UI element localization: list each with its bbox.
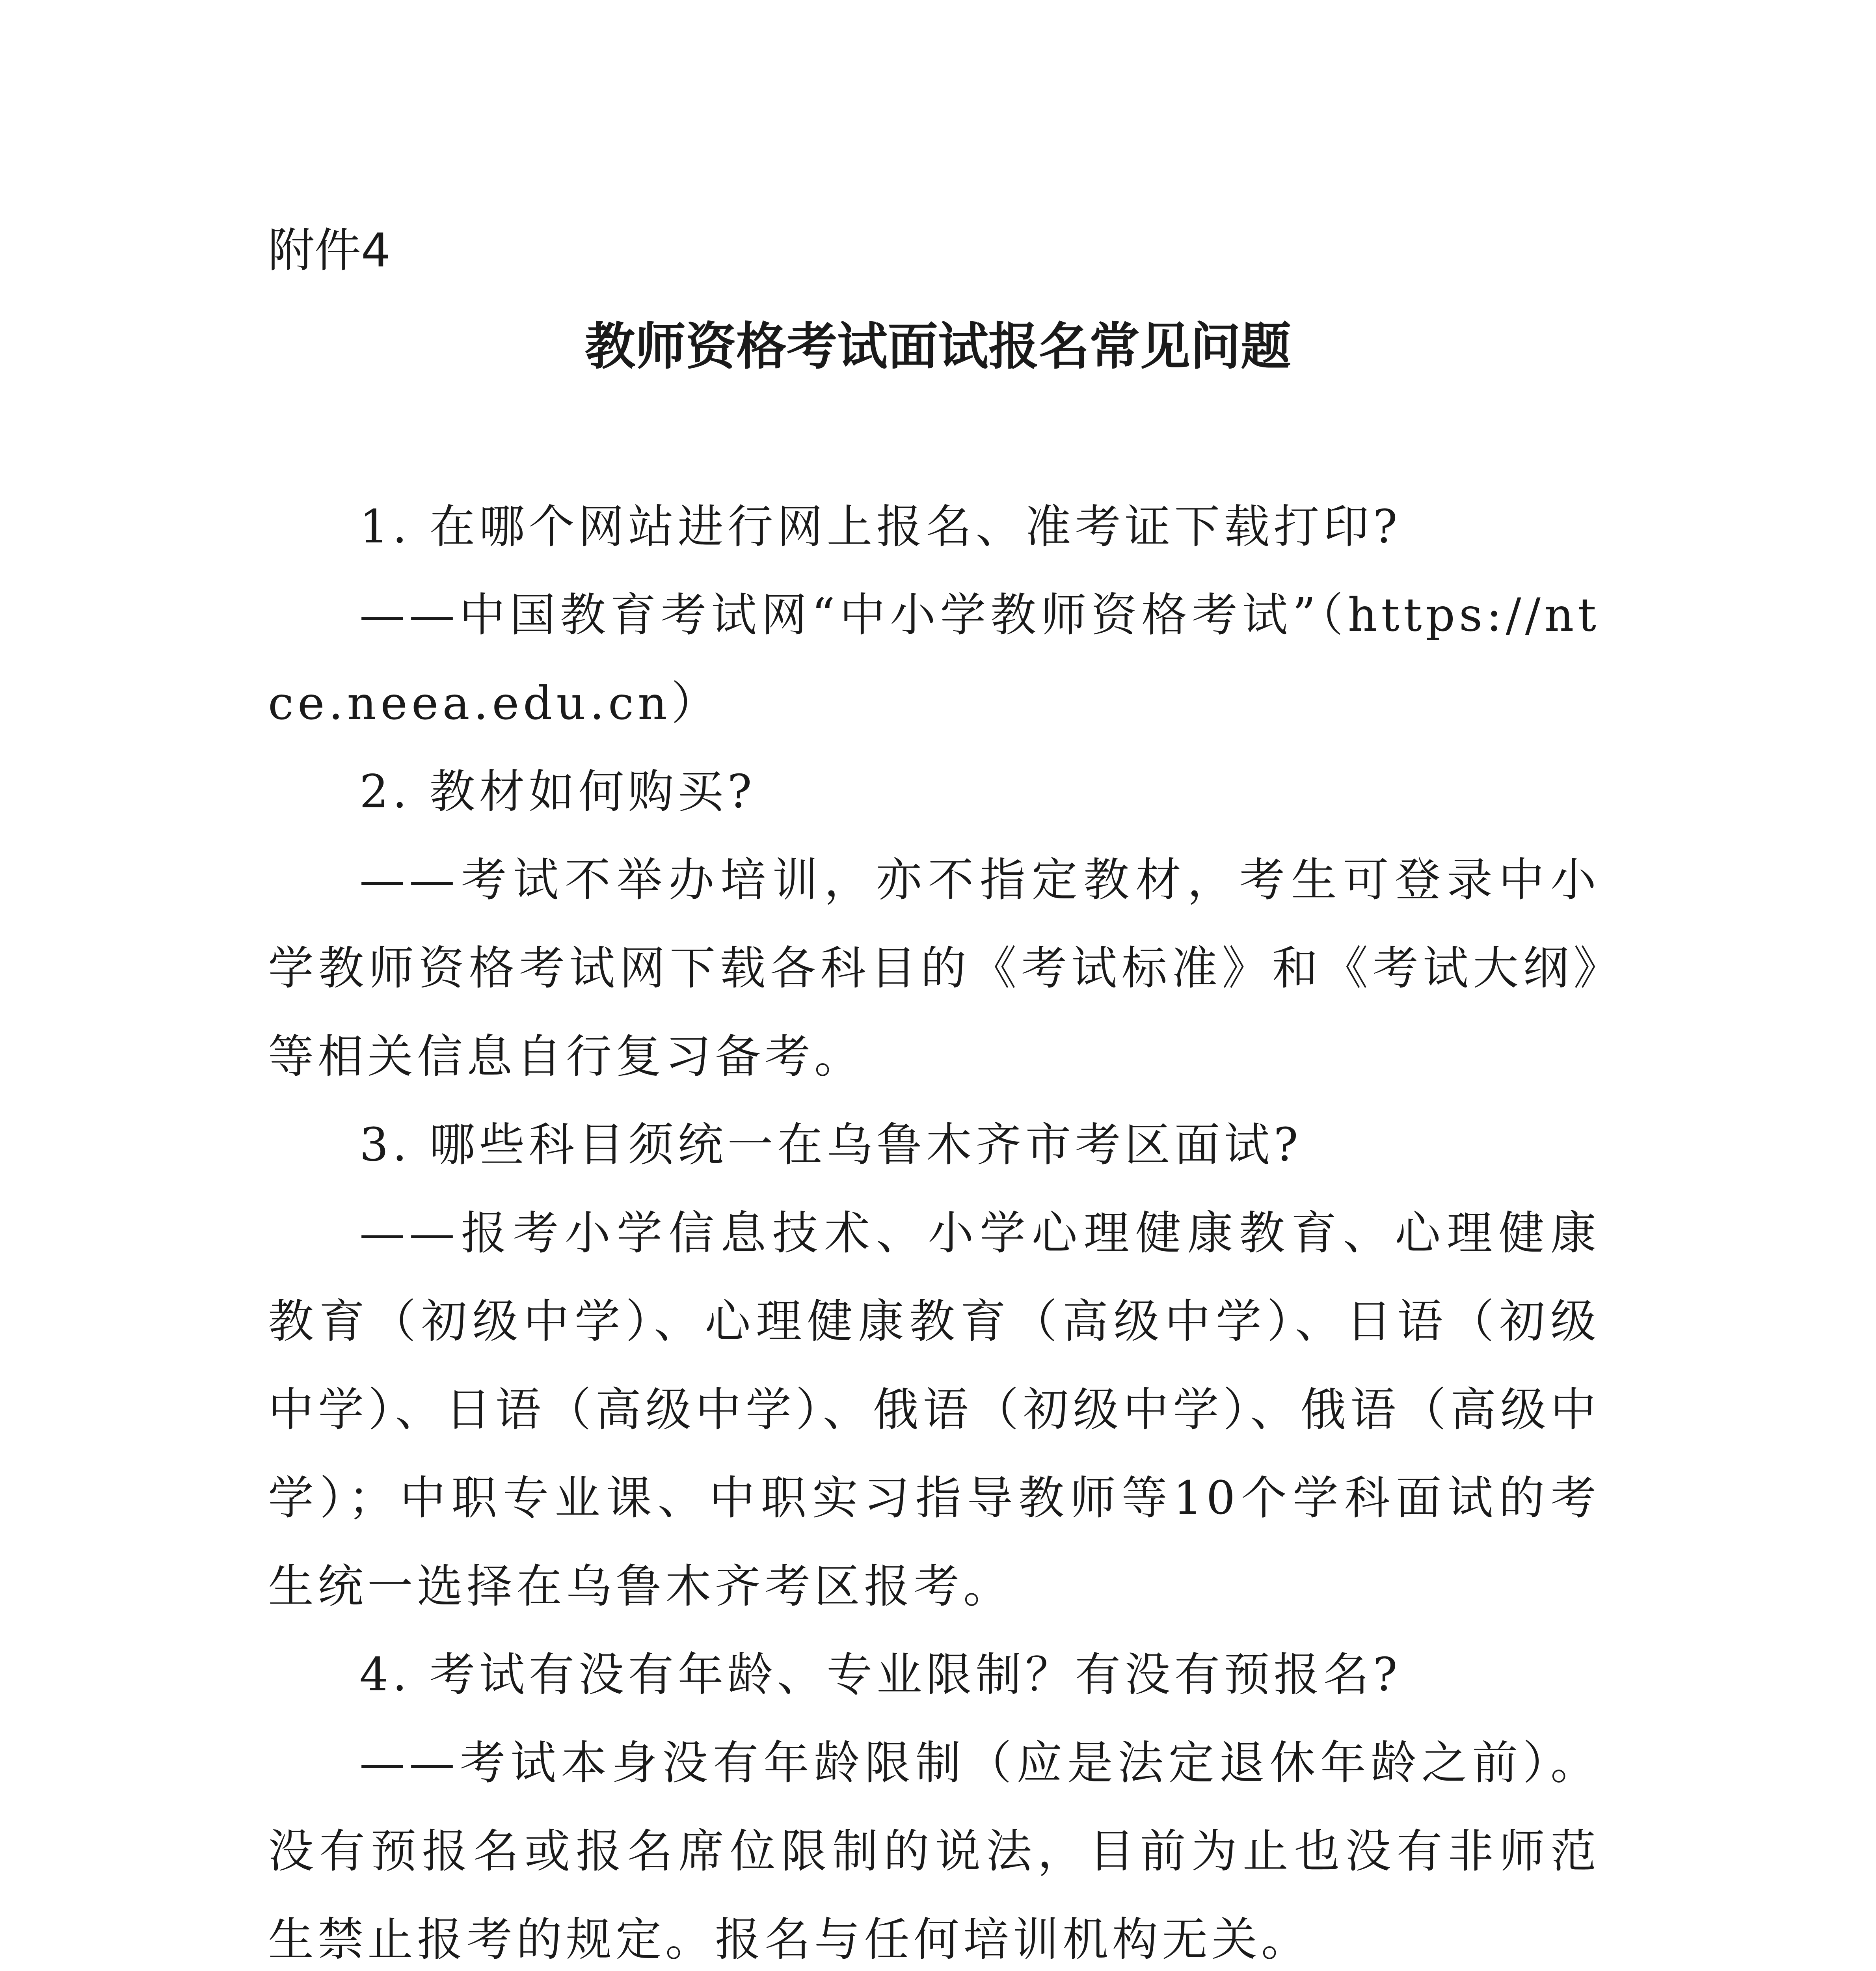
answer-2: ——考试不举办培训，亦不指定教材，考生可登录中小学教师资格考试网下载各科目的《考试标准》和《考试大纲》等相关信息自行复习备考。 — [268, 853, 1600, 1083]
answer-3: ——报考小学信息技术、小学心理健康教育、心理健康教育（初级中学）、心理健康教育（高级中学）、日语（初级中学）、日语（高级中学）、俄语（初级中学）、俄语（高级中学）；中职专业课、中职实习指导教师等10个学科面试的考生统一选择在乌鲁木齐考区报考。 — [268, 1207, 1600, 1613]
answer-1: ——中国教育考试网“中小学教师资格考试”（https://ntce.neea.edu.cn） — [268, 589, 1600, 730]
question-1: 1. 在哪个网站进行网上报名、准考证下载打印? — [359, 500, 1401, 553]
question-2: 2. 教材如何购买? — [359, 765, 756, 818]
document-title: 教师资格考试面试报名常见问题 — [584, 317, 1291, 376]
question-4: 4. 考试有没有年龄、专业限制？有没有预报名? — [359, 1648, 1401, 1701]
question-3: 3. 哪些科目须统一在乌鲁木齐市考区面试? — [359, 1118, 1302, 1172]
answer-4: ——考试本身没有年龄限制（应是法定退休年龄之前）。没有预报名或报名席位限制的说法，目前为止也没有非师范生禁止报考的规定。报名与任何培训机构无关。 — [268, 1736, 1600, 1966]
qa-body — [268, 483, 1600, 1971]
attachment-label: 附件4 — [268, 223, 391, 278]
